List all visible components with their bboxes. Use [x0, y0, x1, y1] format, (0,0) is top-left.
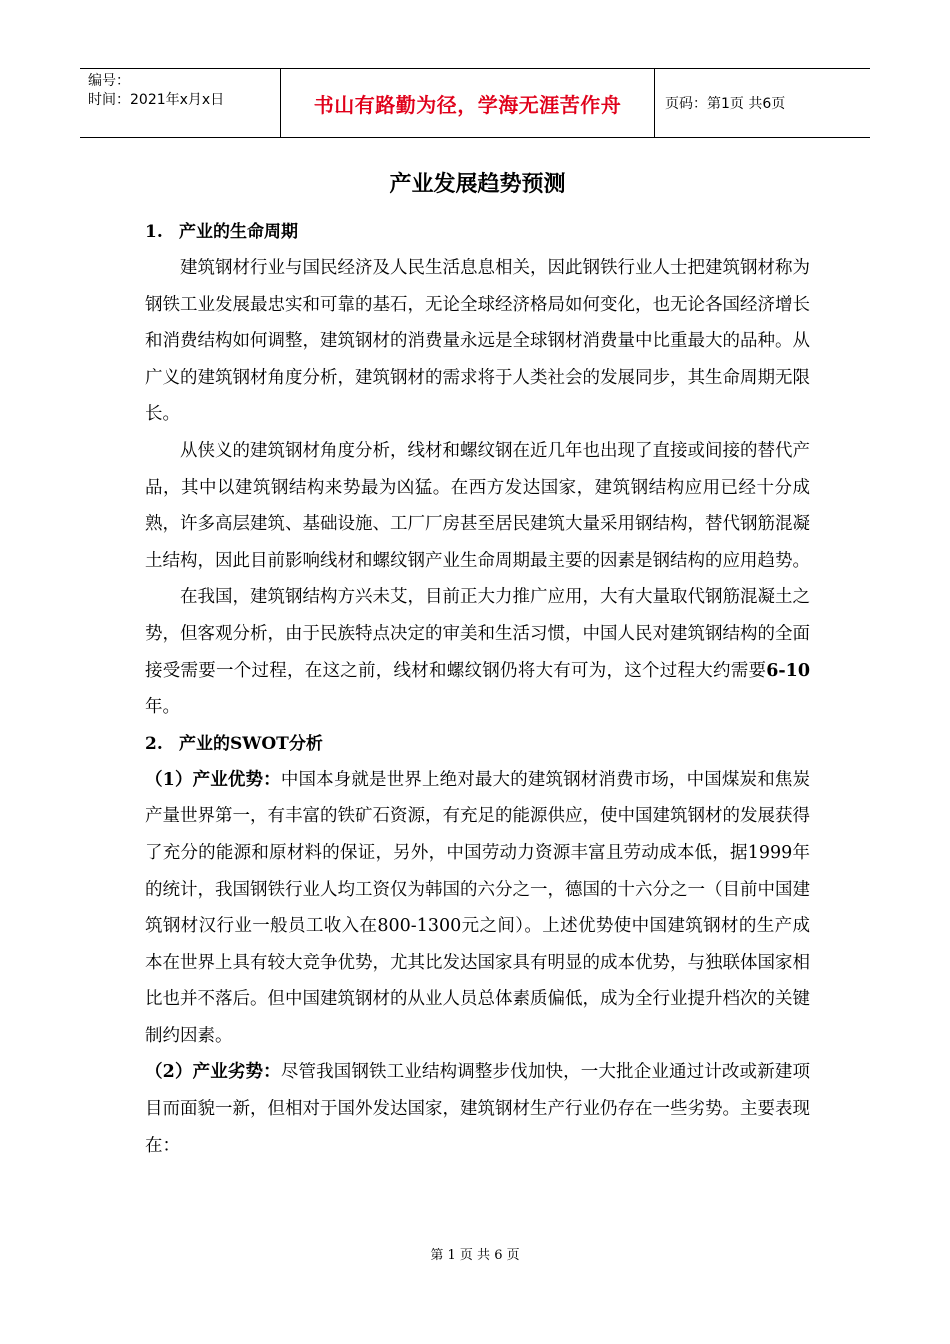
- section-heading-1: [145, 214, 810, 250]
- section-heading-2: [145, 726, 810, 762]
- document-body: [145, 160, 810, 1164]
- strength-label: （1）产业优势：: [145, 769, 281, 790]
- paragraph: 建筑钢材行业与国民经济及人民生活息息相关，因此钢铁行业人士把建筑钢材称为钢铁工业发展最忠实和可靠的基石，无论全球经济格局如何变化，也无论各国经济增长和消费结构如何调整，建筑钢材的消费量永远是全球钢材消费量中比重最大的品种。从广义的建筑钢材角度分析，建筑钢材的需求将于人类社会的发展同步，其生命周期无限长。: [145, 258, 810, 425]
- paragraph: [145, 579, 810, 725]
- section-title: 产业的SWOT分析: [179, 733, 323, 754]
- document-title: 产业发展趋势预测: [389, 172, 566, 197]
- section-number: 1.: [145, 222, 163, 242]
- strength-text: 中国本身就是世界上绝对最大的建筑钢材消费市场，中国煤炭和焦炭产量世界第一，有丰富的铁矿石资源，有充足的能源供应，使中国建筑钢材的发展获得了充分的能源和原材料的保证，另外，中国劳动力资源丰富且劳动成本低，据1999年的统计，我国钢铁行业人均工资仅为韩国的六分之一，德国的十六分之一（目前中国建筑钢材汉行业一般员工收入在800-1300元之间）。上述优势使中国建筑钢材的生产成本在世界上具有较大竞争优势，尤其比发达国家具有明显的成本优势，与独联体国家相比也并不落后。但中国建筑钢材的从业人员总体素质偏低，成为全行业提升档次的关键制约因素。: [145, 769, 810, 1046]
- header-page-info: 页码：第1页 共6页: [665, 96, 786, 112]
- paragraph-text: 年。: [145, 697, 180, 718]
- page-header: [80, 68, 870, 138]
- doc-number-label: 编号：: [88, 73, 130, 89]
- page-footer: 第 1 页 共 6 页: [430, 1248, 520, 1263]
- paragraph: 从侠义的建筑钢材角度分析，线材和螺纹钢在近几年也出现了直接或间接的替代产品，其中以建筑钢结构来势最为凶猛。在西方发达国家，建筑钢结构应用已经十分成熟，许多高层建筑、基础设施、工厂厂房甚至居民建筑大量采用钢结构，替代钢筋混凝土结构，因此目前影响线材和螺纹钢产业生命周期最主要的因素是钢结构的应用趋势。: [145, 440, 810, 571]
- section-title: 产业的生命周期: [179, 222, 298, 242]
- weakness-paragraph: [145, 1054, 810, 1164]
- strength-paragraph: [145, 762, 810, 1055]
- weakness-text: 尽管我国钢铁工业结构调整步伐加快，一大批企业通过计改或新建项目而面貌一新，但相对于国外发达国家，建筑钢材生产行业仍存在一些劣势。主要表现在：: [145, 1062, 810, 1156]
- paragraph-text: 在我国，建筑钢结构方兴未艾，目前正大力推广应用，大有大量取代钢筋混凝土之势，但客观分析，由于民族特点决定的审美和生活习惯，中国人民对建筑钢结构的全面接受需要一个过程，在这之前，线材和螺纹钢仍将大有可为，这个过程大约需要: [145, 587, 810, 681]
- weakness-label: （2）产业劣势：: [145, 1062, 281, 1083]
- bold-number: 6-10: [766, 660, 810, 681]
- doc-time-label: 时间：2021年x月x日: [88, 92, 225, 108]
- section-number: 2.: [145, 733, 163, 754]
- header-meta: [80, 69, 280, 137]
- header-motto: 书山有路勤为径，学海无涯苦作舟: [280, 69, 655, 137]
